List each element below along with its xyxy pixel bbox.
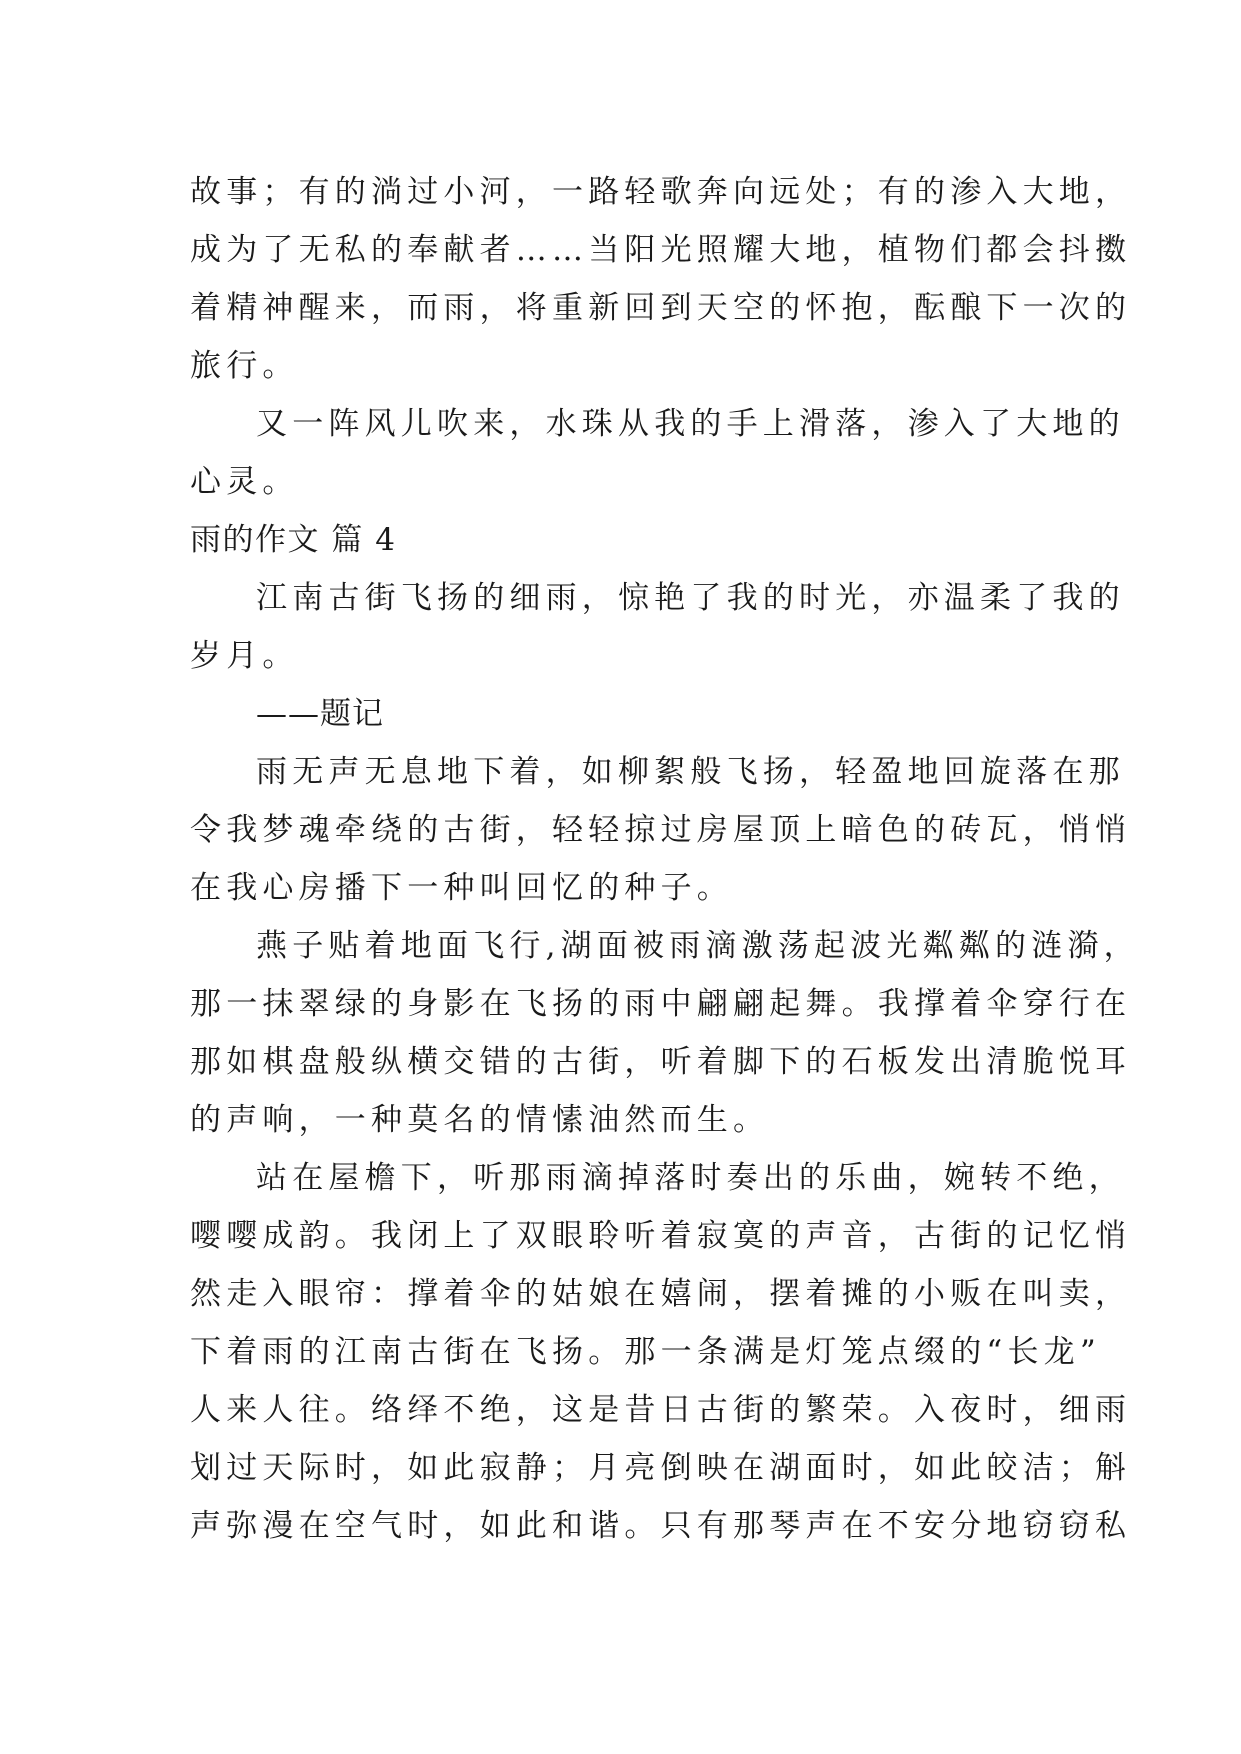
paragraph-first-line: 燕子贴着地面飞行,湖面被雨滴激荡起波光粼粼的涟漪， (256, 928, 1140, 964)
text-line: 心灵。 (190, 464, 299, 500)
text-line: 在我心房播下一种叫回忆的种子。 (190, 870, 733, 906)
text-line: 故事；有的淌过小河，一路轻歌奔向远处；有的渗入大地， (190, 174, 1132, 210)
text-line: 成为了无私的奉献者……当阳光照耀大地，植物们都会抖擞 (190, 232, 1132, 268)
text-line: 岁月。 (190, 638, 299, 674)
text-line: 的声响，一种莫名的情愫油然而生。 (190, 1102, 770, 1138)
text-line: 下着雨的江南古街在飞扬。那一条满是灯笼点缀的“长龙” (190, 1334, 1101, 1370)
paragraph-first-line: 站在屋檐下，听那雨滴掉落时奏出的乐曲，婉转不绝， (256, 1160, 1125, 1196)
epigraph-attribution: ——题记 (256, 696, 384, 732)
text-line: 那如棋盘般纵横交错的古街，听着脚下的石板发出清脆悦耳 (190, 1044, 1132, 1080)
text-line: 令我梦魂牵绕的古街，轻轻掠过房屋顶上暗色的砖瓦，悄悄 (190, 812, 1132, 848)
paragraph-first-line: 雨无声无息地下着，如柳絮般飞扬，轻盈地回旋落在那 (256, 754, 1125, 790)
text-line: 人来人往。络绎不绝，这是昔日古街的繁荣。入夜时，细雨 (190, 1392, 1132, 1428)
text-line: 然走入眼帘：撑着伞的姑娘在嬉闹，摆着摊的小贩在叫卖， (190, 1276, 1132, 1312)
text-line: 旅行。 (190, 348, 299, 384)
section-heading: 雨的作文 篇 4 (190, 522, 397, 558)
text-line: 嘤嘤成韵。我闭上了双眼聆听着寂寞的声音，古街的记忆悄 (190, 1218, 1132, 1254)
paragraph-first-line: 江南古街飞扬的细雨，惊艳了我的时光，亦温柔了我的 (256, 580, 1125, 616)
text-line: 声弥漫在空气时，如此和谐。只有那琴声在不安分地窃窃私 (190, 1508, 1132, 1544)
text-line: 那一抹翠绿的身影在飞扬的雨中翩翩起舞。我撑着伞穿行在 (190, 986, 1132, 1022)
text-line: 划过天际时，如此寂静；月亮倒映在湖面时，如此皎洁；斛 (190, 1450, 1132, 1486)
text-line: 着精神醒来，而雨，将重新回到天空的怀抱，酝酿下一次的 (190, 290, 1132, 326)
paragraph-first-line: 又一阵风儿吹来，水珠从我的手上滑落，渗入了大地的 (256, 406, 1125, 442)
essay-body (190, 163, 1140, 1555)
